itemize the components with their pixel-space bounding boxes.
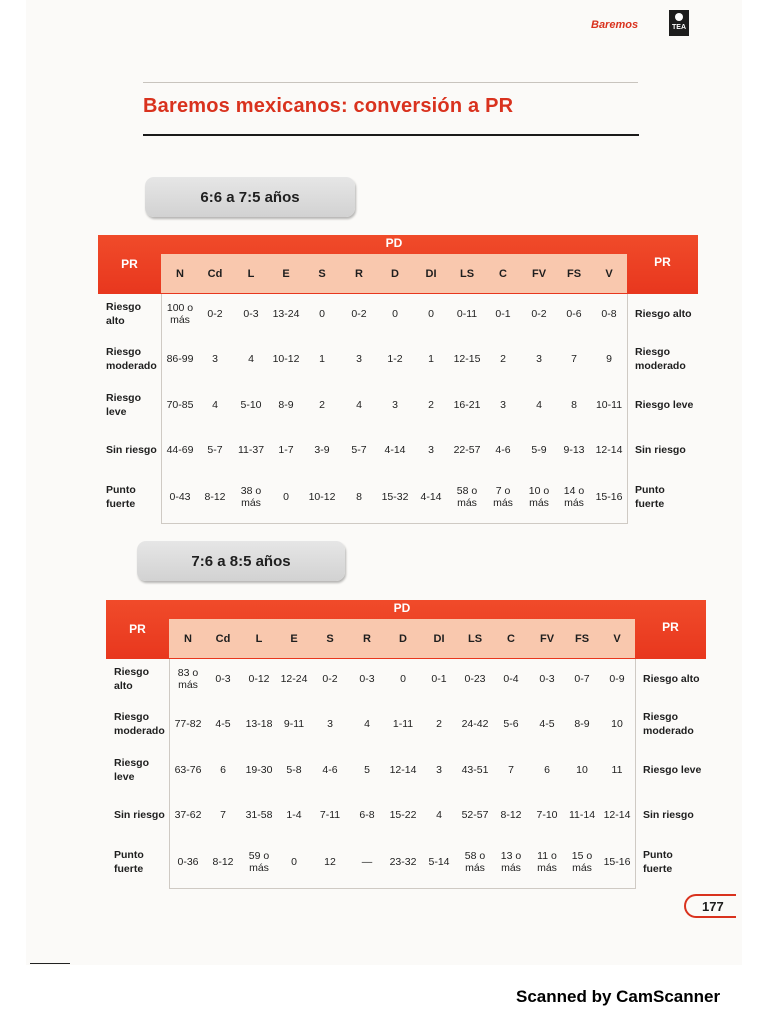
table-bottom-rule [169,888,635,889]
table-cell: 38 o más [240,485,262,509]
table-cell: 0 [291,856,297,868]
table-cell: 5-8 [286,764,302,776]
table-cell: 3 [500,399,506,411]
row-label: Riesgo moderado [114,711,165,737]
running-header: Baremos [591,19,639,31]
table-cell: 3 [356,353,362,365]
table-cell: 10 [611,718,623,730]
table-cell: 0-4 [503,673,519,685]
table-cell: 11 [611,764,623,776]
table-cell: 0 [283,491,289,503]
column-header-di: DI [425,268,437,280]
table-cell: 0-43 [169,491,191,503]
row-label: Punto fuerte [114,849,144,875]
row-label-right: Sin riesgo [635,444,686,456]
table-cell: 1-2 [387,353,403,365]
age-range-label-1 [145,177,355,217]
row-label-right: Punto fuerte [635,484,665,510]
table-cell: 15-16 [595,491,623,503]
table-cell: 0-1 [495,308,511,320]
table-cell: 0-12 [248,673,270,685]
table-cell: 15-32 [381,491,409,503]
pr-header-right: PR [654,255,671,269]
column-header-fv: FV [531,268,547,280]
table-cell: 5-6 [503,718,519,730]
table-cell: 3 [327,718,333,730]
table-cell: 6 [220,764,226,776]
table-bottom-rule [161,523,627,524]
table-divider-right [627,294,628,524]
column-header-v: V [605,268,613,280]
table-cell: 58 o más [464,850,486,874]
table-cell: 12-15 [453,353,481,365]
column-header-fs: FS [574,633,590,645]
table-cell: 13 o más [500,850,522,874]
table-cell: 0-2 [322,673,338,685]
column-header-l: L [255,633,263,645]
table-cell: 3 [536,353,542,365]
table-cell: 0-3 [243,308,259,320]
table-cell: 15-22 [389,809,417,821]
table-cell: 4 [436,809,442,821]
pr-header-right: PR [662,620,679,634]
column-header-r: R [363,633,371,645]
column-header-c: C [507,633,515,645]
table-cell: 100 o más [166,302,194,326]
table-cell: 10-12 [308,491,336,503]
table-cell: 15-16 [603,856,631,868]
table-cell: 12-14 [595,444,623,456]
table-cell: 3 [428,444,434,456]
table-cell: 23-32 [389,856,417,868]
table-cell: 8 [356,491,362,503]
column-header-v: V [613,633,621,645]
table-cell: 7-11 [319,809,341,821]
table-cell: 5-14 [428,856,450,868]
table-cell: 4 [364,718,370,730]
column-header-ls: LS [459,268,475,280]
table-cell: 11 o más [537,850,557,874]
table-cell: 7-10 [536,809,558,821]
table-cell: 0-2 [207,308,223,320]
table-cell: 0-2 [351,308,367,320]
table-cell: 7 [571,353,577,365]
table-cell: 0 [392,308,398,320]
table-cell: 77-82 [174,718,202,730]
table-cell: 10 o más [528,485,550,509]
table-cell: 3 [392,399,398,411]
table-cell: 7 [508,764,514,776]
row-label: Sin riesgo [114,809,165,821]
table-cell: 1-11 [392,718,414,730]
column-header-di: DI [433,633,445,645]
title-bottom-rule [143,134,639,136]
table-cell: 4-5 [539,718,555,730]
table-cell: 14 o más [563,485,585,509]
table-cell: 59 o más [248,850,270,874]
table-cell: 3 [212,353,218,365]
age-range-text: 6:6 a 7:5 años [200,188,300,206]
table-cell: 12-14 [389,764,417,776]
column-header-fv: FV [539,633,555,645]
table-cell: 2 [428,399,434,411]
table-cell: 8-12 [500,809,522,821]
table-cell: 2 [436,718,442,730]
column-header-d: D [391,268,399,280]
page-number: 177 [684,894,736,918]
row-label-right: Riesgo moderado [635,346,686,372]
table-cell: 11-37 [237,444,265,456]
table-cell: 0-7 [574,673,590,685]
table-cell: 4 [212,399,218,411]
table-cell: 16-21 [453,399,481,411]
table-cell: 19-30 [245,764,273,776]
table-cell: 0-3 [215,673,231,685]
table-cell: 1 [319,353,325,365]
table-cell: 13-18 [245,718,273,730]
table-cell: 0-8 [601,308,617,320]
table-cell: 4 [248,353,254,365]
table-cell: 8-9 [574,718,590,730]
footer-rule [30,963,70,964]
table-cell: 2 [319,399,325,411]
table-cell: 5-9 [531,444,547,456]
column-header-fs: FS [566,268,582,280]
column-header-e: E [282,268,290,280]
row-label-right: Punto fuerte [643,849,673,875]
table-cell: 63-76 [174,764,202,776]
table-cell: 5-7 [207,444,223,456]
column-header-n: N [176,268,184,280]
table-cell: 4-14 [420,491,442,503]
table-cell: 10-12 [272,353,300,365]
column-header-n: N [184,633,192,645]
table-cell: 83 o más [177,667,199,691]
row-label: Riesgo alto [114,666,150,692]
table-cell: 4 [356,399,362,411]
table-cell: 8-12 [212,856,234,868]
row-label: Riesgo leve [114,757,150,783]
table-cell: 37-62 [174,809,202,821]
table-divider-left [161,294,162,524]
row-label-right: Riesgo leve [643,764,702,776]
table-cell: 4 [536,399,542,411]
table-cell: 86-99 [166,353,194,365]
table-divider-right [635,659,636,889]
row-label-right: Riesgo leve [635,399,694,411]
row-label: Punto fuerte [106,484,136,510]
pr-conversion-table-1 [98,235,698,525]
column-header-ls: LS [467,633,483,645]
column-header-c: C [499,268,507,280]
table-cell: 9-11 [283,718,305,730]
row-label-right: Sin riesgo [643,809,694,821]
table-cell: 58 o más [456,485,478,509]
table-cell: 4-14 [384,444,406,456]
table-cell: 0-3 [539,673,555,685]
table-cell: 5-7 [351,444,367,456]
table-cell: 43-51 [461,764,489,776]
table-cell: 0 [428,308,434,320]
table-cell: 52-57 [461,809,489,821]
table-cell: 0-23 [464,673,486,685]
table-cell: 0-11 [456,308,478,320]
row-label-right: Riesgo alto [635,308,692,320]
row-label-right: Riesgo moderado [643,711,694,737]
table-cell: 5 [364,764,370,776]
table-cell: 3 [436,764,442,776]
column-header-cd: Cd [207,268,223,280]
table-cell: 13-24 [272,308,300,320]
table-cell: 8-12 [204,491,226,503]
table-cell: 0-3 [359,673,375,685]
table-cell: 10 [576,764,588,776]
table-cell: 1 [428,353,434,365]
table-cell: 12-24 [280,673,308,685]
pd-header: PD [393,601,411,615]
table-cell: 44-69 [166,444,194,456]
age-range-text: 7:6 a 8:5 años [191,552,291,570]
table-cell: 0-2 [531,308,547,320]
table-cell: 7 [220,809,226,821]
table-cell: 1-4 [286,809,302,821]
column-header-r: R [355,268,363,280]
table-cell: — [361,856,373,868]
column-header-cd: Cd [215,633,231,645]
table-cell: 7 o más [493,485,513,509]
table-cell: 0 [319,308,325,320]
table-cell: 0-6 [566,308,582,320]
table-cell: 24-42 [461,718,489,730]
title-top-rule [143,82,638,83]
table-cell: 4-6 [495,444,511,456]
table-cell: 12 [324,856,336,868]
table-cell: 2 [500,353,506,365]
age-range-label-2 [137,541,345,581]
pr-header-left: PR [129,622,146,636]
table-cell: 5-10 [240,399,262,411]
table-cell: 4-6 [322,764,338,776]
column-header-e: E [290,633,298,645]
table-cell: 70-85 [166,399,194,411]
row-label-right: Riesgo alto [643,673,700,685]
table-cell: 8-9 [278,399,294,411]
row-label: Sin riesgo [106,444,157,456]
table-cell: 0-36 [177,856,199,868]
column-header-d: D [399,633,407,645]
table-cell: 0-9 [609,673,625,685]
table-cell: 6-8 [359,809,375,821]
table-cell: 0 [400,673,406,685]
table-cell: 9 [606,353,612,365]
table-cell: 31-58 [245,809,273,821]
table-cell: 12-14 [603,809,631,821]
row-label: Riesgo alto [106,301,142,327]
page-title: Baremos mexicanos: conversión a PR [143,95,514,117]
column-header-l: L [247,268,255,280]
pd-header: PD [385,236,403,250]
table-cell: 4-5 [215,718,231,730]
column-header-s: S [326,633,334,645]
table-cell: 11-14 [568,809,596,821]
table-cell: 0-1 [431,673,447,685]
table-cell: 6 [544,764,550,776]
row-label: Riesgo moderado [106,346,157,372]
table-cell: 8 [571,399,577,411]
pr-header-left: PR [121,257,138,271]
table-cell: 22-57 [453,444,481,456]
column-header-s: S [318,268,326,280]
pr-conversion-table-2 [106,600,706,890]
table-cell: 9-13 [563,444,585,456]
table-divider-left [169,659,170,889]
table-cell: 3-9 [314,444,330,456]
table-cell: 1-7 [278,444,294,456]
scanner-watermark: Scanned by CamScanner [516,987,721,1006]
table-cell: 10-11 [595,399,623,411]
tea-logo-icon: TEA [669,10,689,36]
row-label: Riesgo leve [106,392,142,418]
table-cell: 15 o más [571,850,593,874]
